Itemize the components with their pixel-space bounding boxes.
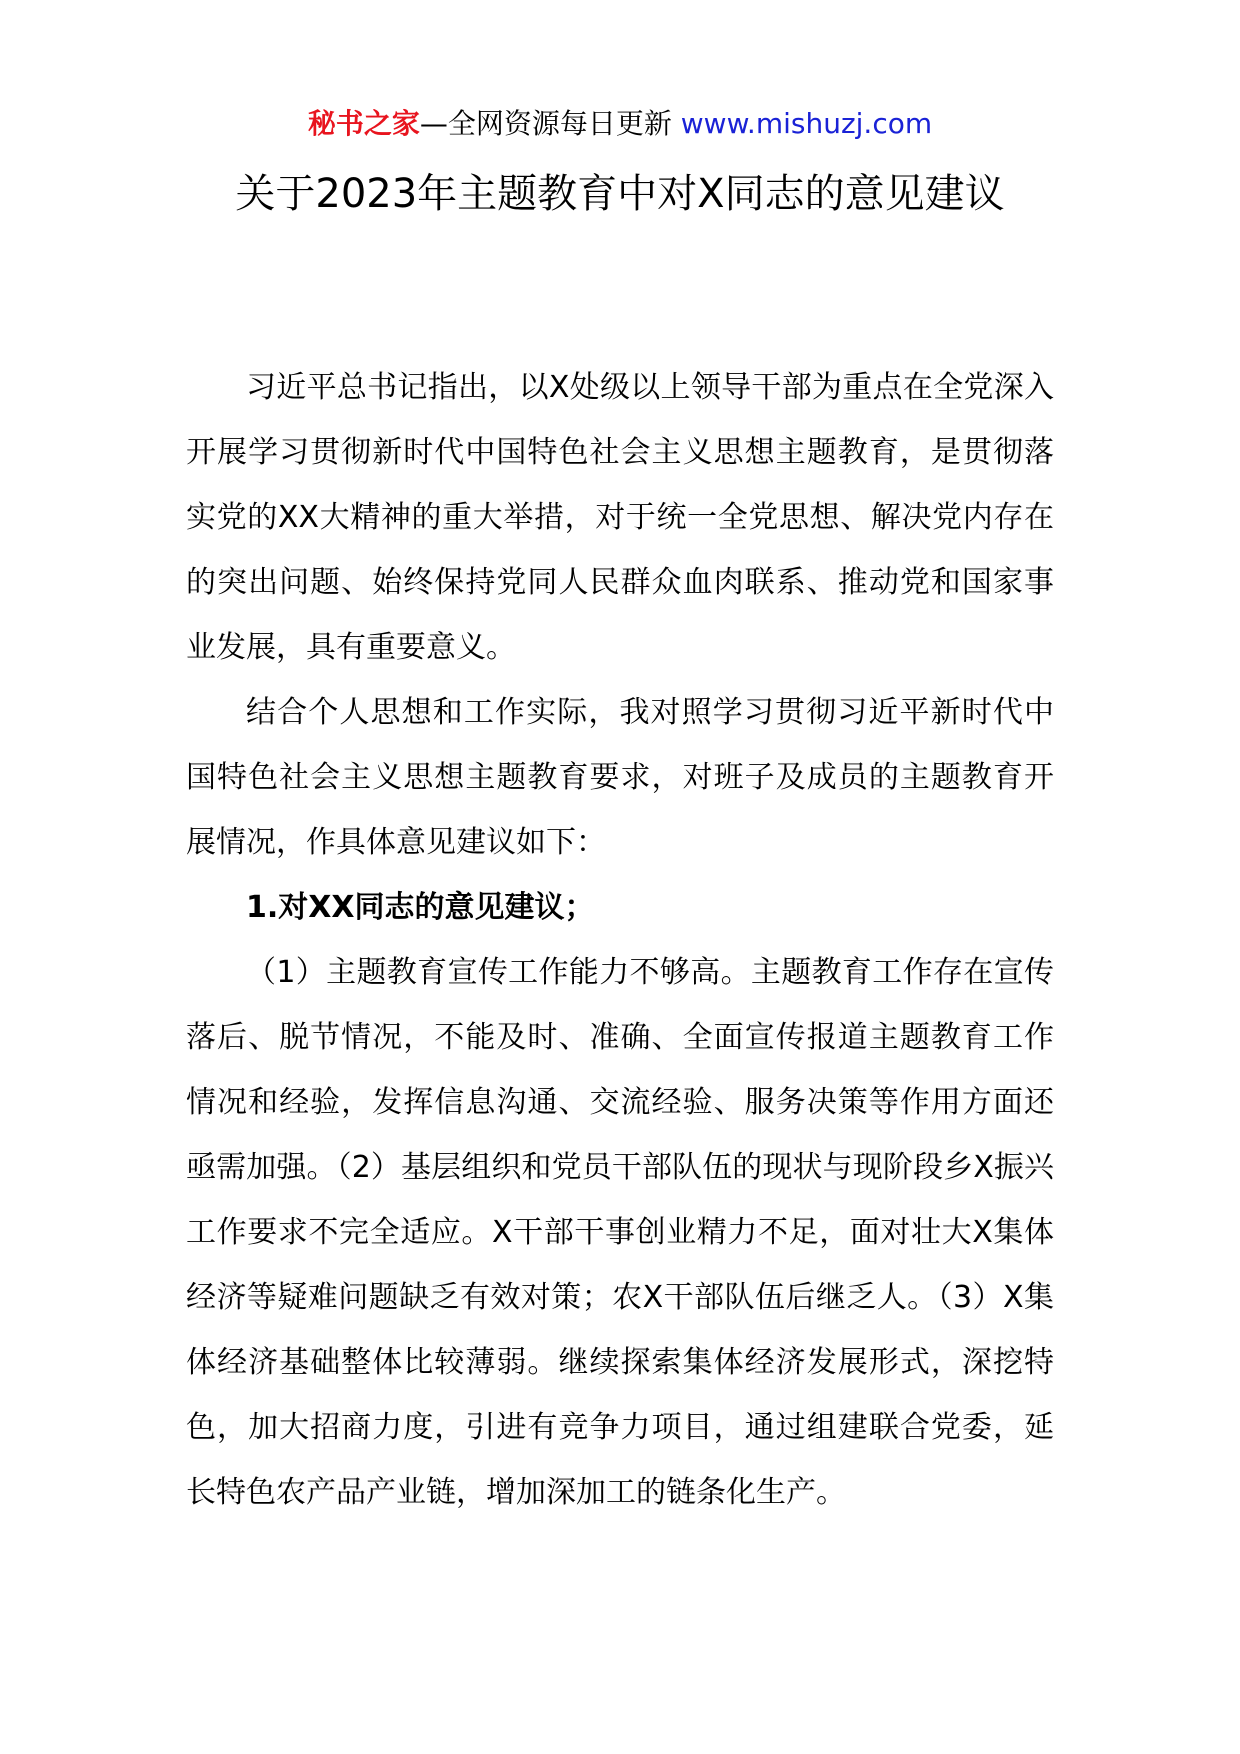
site-url[interactable]: www.mishuzj.com (680, 107, 933, 140)
site-slogan: —全网资源每日更新 (419, 107, 681, 140)
site-name: 秘书之家 (307, 107, 420, 140)
document-title: 关于2023年主题教育中对X同志的意见建议 (235, 171, 1005, 217)
document-body (186, 355, 1054, 1525)
section-heading: 1.对XX同志的意见建议； (246, 890, 595, 925)
context-paragraph: 结合个人思想和工作实际，我对照学习贯彻习近平新时代中国特色社会主义思想主题教育要求，对班子及成员的主题教育开展情况，作具体意见建议如下： (186, 695, 1054, 860)
site-header (0, 104, 1240, 144)
intro-paragraph: 习近平总书记指出，以X处级以上领导干部为重点在全党深入开展学习贯彻新时代中国特色社会主义思想主题教育，是贯彻落实党的XX大精神的重大举措，对于统一全党思想、解决党内存在的突出问题、始终保持党同人民群众血肉联系、推动党和国家事业发展，具有重要意义。 (186, 370, 1054, 665)
suggestion-paragraph: （1）主题教育宣传工作能力不够高。主题教育工作存在宣传落后、脱节情况，不能及时、准确、全面宣传报道主题教育工作情况和经验，发挥信息沟通、交流经验、服务决策等作用方面还亟需加强。（2）基层组织和党员干部队伍的现状与现阶段乡X振兴工作要求不完全适应。X干部干事创业精力不足，面对壮大X集体经济等疑难问题缺乏有效对策；农X干部队伍后继乏人。（3）X集体经济基础整体比较薄弱。继续探索集体经济发展形式，深挖特色，加大招商力度，引进有竞争力项目，通过组建联合党委，延长特色农产品产业链，增加深加工的链条化生产。 (186, 955, 1054, 1510)
